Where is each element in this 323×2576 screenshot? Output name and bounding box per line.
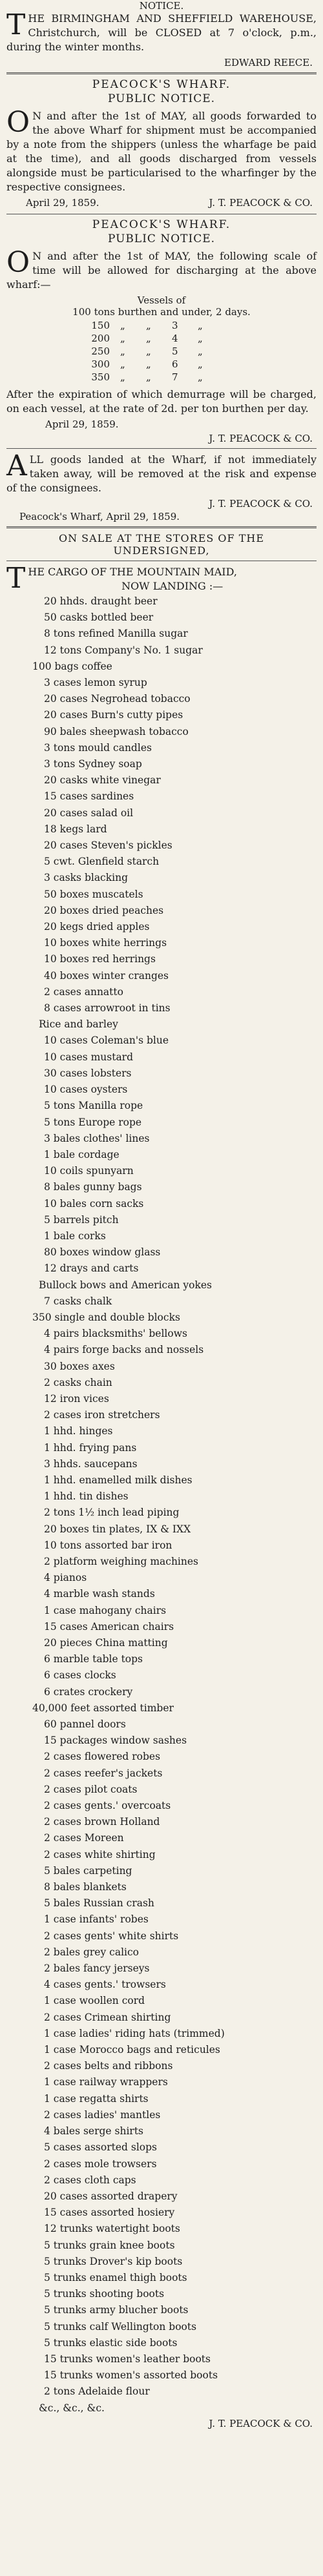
cargo-item: 30 boxes axes (44, 1360, 115, 1372)
cargo-item: 2 cases annatto (44, 985, 123, 998)
table-cell: „ (120, 333, 125, 344)
cargo-item: 1 hhd. frying pans (44, 1441, 137, 1454)
cargo-item: 8 cases arrowroot in tins (44, 1002, 171, 1015)
cargo-item: 12 tons Company's No. 1 sugar (44, 644, 203, 656)
table-cell: „ (120, 371, 125, 383)
cargo-item: 1 hhd. hinges (44, 1425, 113, 1437)
table-cell: „ (146, 358, 151, 370)
demurrage-table (58, 319, 317, 384)
cargo-item: 8 bales gunny bags (44, 1181, 142, 1193)
table-cell: 5 (172, 345, 178, 357)
cargo-item: 3 tons Sydney soap (44, 758, 142, 770)
cargo-item: 1 hhd. tin dishes (44, 1490, 129, 1503)
cargo-item: 10 bales corn sacks (44, 1197, 144, 1210)
cargo-item: 20 kegs dried apples (44, 921, 150, 933)
cargo-item: 20 cases assorted drapery (44, 2190, 178, 2202)
cargo-item: 20 cases Steven's pickles (44, 840, 172, 852)
cargo-item: 1 case Morocco bags and reticules (44, 2044, 220, 2056)
cargo-item: 10 tons assorted bar iron (44, 1539, 172, 1551)
dropcap: T (6, 562, 26, 595)
cargo-item: 1 case regatta shirts (44, 2092, 149, 2105)
dropcap: O (6, 106, 30, 139)
cargo-item: 80 boxes window glass (44, 1246, 161, 1259)
notice-subtitle: PUBLIC NOTICE. (107, 92, 216, 105)
cargo-item: 2 platform weighing machines (44, 1555, 199, 1567)
table-cell: 7 (172, 371, 178, 383)
divider (6, 448, 317, 449)
cargo-item: 2 cases pilot coats (44, 1783, 138, 1795)
dropcap: T (6, 8, 26, 41)
dropcap: A (6, 449, 27, 482)
cargo-item: 2 cases belts and ribbons (44, 2060, 173, 2072)
cargo-item: 4 marble wash stands (44, 1588, 155, 1600)
cargo-item: 5 trunks shooting boots (44, 2288, 165, 2300)
cargo-item: 5 trunks Drover's kip boots (44, 2255, 183, 2267)
cargo-item: 2 cases gents' white shirts (44, 1930, 179, 1942)
table-cell: „ (146, 333, 151, 344)
cargo-item: 15 cases American chairs (44, 1620, 174, 1633)
table-row (58, 358, 317, 371)
cargo-item: 2 tons 1½ inch lead piping (44, 1507, 180, 1519)
cargo-item: 5 trunks army blucher boots (44, 2304, 189, 2316)
notice-body: ALL goods landed at the Wharf, if not immediately taken away, will be removed at the risk and expense of the consignees. (6, 449, 317, 494)
notice-signature: April 29, 1859. J. T. PEACOCK & CO. (26, 197, 313, 209)
table-row (58, 319, 317, 332)
divider (6, 526, 317, 528)
cargo-item: 5 trunks elastic side boots (44, 2336, 178, 2349)
table-cell: 4 (172, 333, 178, 344)
cargo-item: 5 trunks calf Wellington boots (44, 2320, 197, 2333)
cargo-item: 2 cases ladies' mantles (44, 2108, 161, 2121)
cargo-item: 1 case railway wrappers (44, 2076, 168, 2088)
cargo-item: 40 boxes winter cranges (44, 969, 169, 982)
cargo-item: 1 hhd. enamelled milk dishes (44, 1474, 193, 1486)
cargo-item: 5 trunks enamel thigh boots (44, 2271, 187, 2283)
cargo-item: 20 casks white vinegar (44, 774, 161, 787)
cargo-item: 6 cases clocks (44, 1669, 116, 1682)
notice-signature: J. T. PEACOCK & CO. (209, 498, 313, 510)
table-cell: „ (146, 320, 151, 331)
cargo-item: 12 iron vices (44, 1392, 109, 1405)
cargo-title: T HE CARGO OF THE MOUNTAIN MAID, NOW LANDING :— (6, 562, 237, 595)
table-cell: „ (198, 333, 203, 344)
cargo-item: 2 tons Adelaide flour (44, 2385, 150, 2398)
table-cell: „ (120, 358, 125, 370)
table-cell: „ (120, 345, 125, 357)
notice-body: O N and after the 1st of MAY, all goods forwarded to the above Wharf for shipment must be accompanied by a note from the shippers (unless the wharfage be paid at the time), and all goods discharged from vessels alongside must be particularised to the wharfinger by the respective consignees. (6, 106, 317, 193)
cargo-item: 12 drays and carts (44, 1262, 139, 1275)
table-head: Vessels of (137, 294, 186, 306)
notice-date: April 29, 1859. (26, 197, 99, 209)
table-cell: 6 (172, 358, 178, 370)
cargo-item: 5 trunks grain knee boots (44, 2239, 175, 2251)
cargo-item: 7 casks chalk (44, 1295, 112, 1307)
cargo-item: 30 cases lobsters (44, 1067, 132, 1079)
notice-title: NOTICE. (139, 0, 184, 12)
notice-after: After the expiration of which demurrage will be charged, on each vessel, at the rate of 2d. per ton burthen per day. (6, 388, 317, 415)
cargo-item: 2 bales grey calico (44, 1946, 140, 1958)
cargo-item: 4 pianos (44, 1572, 87, 1584)
dropcap: O (6, 246, 30, 279)
cargo-item: 5 tons Manilla rope (44, 1100, 143, 1112)
cargo-item: 1 case mahogany chairs (44, 1604, 167, 1616)
notice-body: O N and after the 1st of MAY, the following scale of time will be allowed for discharging at the above wharf:— (6, 246, 317, 291)
cargo-item: 18 kegs lard (44, 823, 107, 835)
cargo-item: 12 trunks watertight boots (44, 2223, 180, 2235)
cargo-item: 15 cases assorted hosiery (44, 2207, 175, 2219)
cargo-item: 1 bale cordage (44, 1148, 120, 1160)
cargo-item: 1 case ladies' riding hats (trimmed) (44, 2027, 225, 2039)
table-cell: 300 (91, 358, 110, 370)
cargo-item: 5 cwt. Glenfield starch (44, 856, 160, 868)
cargo-item: 5 tons Europe rope (44, 1116, 142, 1128)
cargo-item: 3 hhds. saucepans (44, 1458, 138, 1470)
cargo-item: 2 cases reefer's jackets (44, 1767, 163, 1779)
divider (6, 72, 317, 74)
notice-signature: J. T. PEACOCK & CO. (209, 433, 313, 444)
cargo-item: 3 bales clothes' lines (44, 1132, 150, 1144)
cargo-item: 3 cases lemon syrup (44, 677, 147, 689)
cargo-item: 2 casks chain (44, 1376, 112, 1388)
cargo-item: 4 cases gents.' trowsers (44, 1979, 166, 1991)
cargo-item: 4 pairs blacksmiths' bellows (44, 1328, 187, 1340)
notice-subtitle: PUBLIC NOTICE. (107, 232, 216, 245)
cargo-item: 2 cases iron stretchers (44, 1409, 160, 1421)
cargo-item: 2 cases gents.' overcoats (44, 1800, 171, 1812)
cargo-item: 5 barrels pitch (44, 1213, 119, 1226)
cargo-item: 2 cases flowered robes (44, 1751, 161, 1763)
cargo-item: 3 casks blacking (44, 872, 128, 884)
cargo-item: 20 pieces China matting (44, 1637, 168, 1649)
cargo-list (6, 593, 317, 2416)
cargo-item: 2 cases brown Holland (44, 1816, 160, 1828)
cargo-item: 2 cases Moreen (44, 1832, 124, 1844)
cargo-item: &c., &c., &c. (39, 2402, 105, 2414)
table-cell: „ (120, 320, 125, 331)
notice-date: April 29, 1859. (45, 418, 119, 430)
cargo-item: 2 bales fancy jerseys (44, 1963, 150, 1975)
cargo-item: 10 boxes red herrings (44, 953, 156, 965)
cargo-item: 50 casks bottled beer (44, 612, 154, 624)
cargo-item: 3 tons mould candles (44, 741, 152, 754)
cargo-item: 20 cases salad oil (44, 807, 134, 819)
cargo-item: 8 bales blankets (44, 1881, 127, 1893)
cargo-item: 4 pairs forge backs and nossels (44, 1344, 204, 1356)
cargo-item: 8 tons refined Manilla sugar (44, 628, 188, 640)
cargo-item: 10 boxes white herrings (44, 937, 167, 949)
cargo-item: 20 cases Burn's cutty pipes (44, 709, 183, 721)
cargo-item: 4 bales serge shirts (44, 2125, 144, 2138)
table-cell: „ (146, 345, 151, 357)
cargo-item: 50 boxes muscatels (44, 888, 143, 900)
sale-signature: J. T. PEACOCK & CO. (209, 2417, 313, 2429)
table-cell: „ (198, 320, 203, 331)
cargo-item: 2 cases Crimean shirting (44, 2011, 171, 2023)
cargo-item: 2 cases mole trowsers (44, 2158, 157, 2170)
cargo-item: 10 cases mustard (44, 1051, 134, 1063)
cargo-item: 20 hhds. draught beer (44, 595, 158, 607)
cargo-item: 15 trunks women's assorted boots (44, 2369, 218, 2382)
table-cell: 250 (91, 345, 110, 357)
table-cell: 200 (91, 333, 110, 344)
notice-title: PEACOCK'S WHARF. (92, 78, 231, 91)
cargo-item: 1 bale corks (44, 1230, 106, 1242)
cargo-item: 2 cases cloth caps (44, 2174, 136, 2186)
table-cell: „ (198, 358, 203, 370)
cargo-item: 5 cases assorted slops (44, 2141, 157, 2154)
cargo-item: 100 bags coffee (32, 660, 112, 672)
sale-heading: ON SALE AT THE STORES OF THE (58, 532, 265, 544)
cargo-item: 40,000 feet assorted timber (32, 1702, 174, 1714)
cargo-item: 60 pannel doors (44, 1718, 126, 1731)
table-cell: 150 (91, 320, 110, 331)
cargo-item: 20 cases Negrohead tobacco (44, 693, 191, 705)
notice-signature: EDWARD REECE. (224, 57, 313, 68)
table-cell: „ (198, 345, 203, 357)
cargo-item: 5 bales Russian crash (44, 1897, 154, 1910)
cargo-item: 1 case infants' robes (44, 1913, 149, 1926)
cargo-item: 6 marble table tops (44, 1653, 143, 1665)
cargo-item: 20 boxes tin plates, IX & IXX (44, 1523, 191, 1535)
notice-title: PEACOCK'S WHARF. (92, 218, 231, 231)
table-first-row: 100 tons burthen and under, 2 days. (72, 306, 251, 318)
cargo-item: 20 boxes dried peaches (44, 904, 164, 916)
notice-body: THE BIRMINGHAM AND SHEFFIELD WAREHOUSE, Christchurch, will be CLOSED at 7 o'clock, p.m., during the winter months. (6, 8, 317, 53)
cargo-item: 1 case woollen cord (44, 1995, 145, 2007)
cargo-item: 6 crates crockery (44, 1685, 133, 1698)
table-cell: 3 (172, 320, 178, 331)
cargo-item: 10 cases Coleman's blue (44, 1035, 169, 1047)
cargo-item: Bullock bows and American yokes (39, 1279, 212, 1291)
cargo-item: Rice and barley (39, 1018, 118, 1031)
table-row (58, 332, 317, 345)
cargo-item: 10 coils spunyarn (44, 1165, 134, 1177)
notice-dateline: Peacock's Wharf, April 29, 1859. (19, 511, 180, 522)
table-cell: „ (198, 371, 203, 383)
cargo-item: 15 cases sardines (44, 790, 134, 803)
cargo-item: 90 bales sheepwash tobacco (44, 725, 189, 737)
table-row (58, 371, 317, 384)
cargo-item: 2 cases white shirting (44, 1848, 156, 1860)
sale-subheading: UNDERSIGNED, (113, 544, 210, 557)
cargo-item: 350 single and double blocks (32, 1311, 180, 1323)
cargo-item: 15 trunks women's leather boots (44, 2353, 211, 2365)
table-row (58, 345, 317, 358)
cargo-item: 15 packages window sashes (44, 1735, 187, 1747)
cargo-item: 10 cases oysters (44, 1084, 128, 1096)
table-cell: „ (146, 371, 151, 383)
table-cell: 350 (91, 371, 110, 383)
cargo-item: 5 bales carpeting (44, 1864, 132, 1877)
